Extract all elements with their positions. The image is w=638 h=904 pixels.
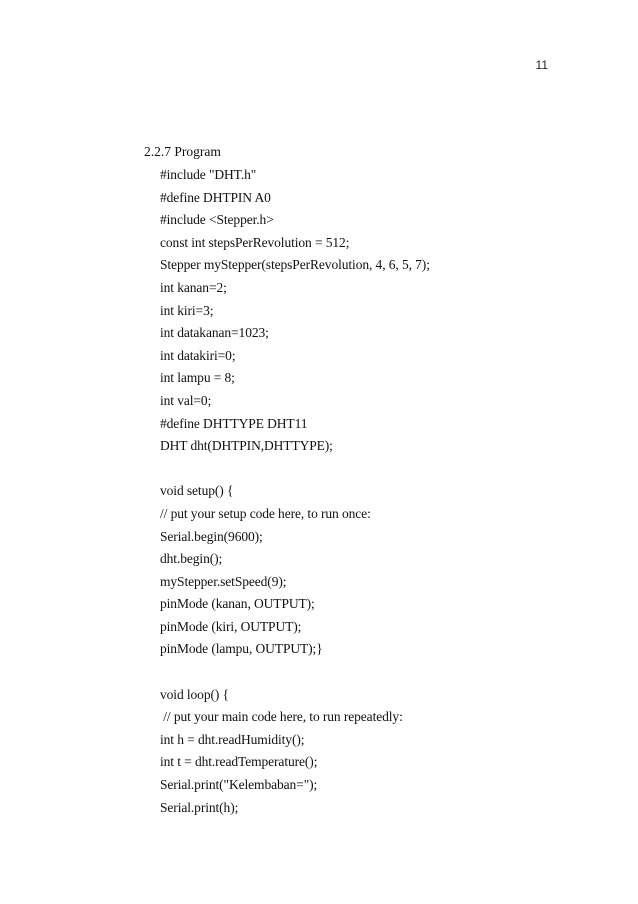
code-line: int datakanan=1023; [160, 325, 269, 341]
code-line: // put your setup code here, to run once: [160, 505, 371, 521]
code-line: void loop() { [160, 686, 229, 702]
code-line: int kanan=2; [160, 279, 227, 295]
code-line: Stepper myStepper(stepsPerRevolution, 4, 6, 5, 7); [160, 257, 430, 273]
code-listing [160, 165, 430, 820]
page-number: 11 [535, 58, 548, 72]
section-heading: 2.2.7 Program [144, 144, 221, 159]
code-line: DHT dht(DHTPIN,DHTTYPE); [160, 438, 333, 454]
code-line: const int stepsPerRevolution = 512; [160, 234, 350, 250]
code-line: pinMode (kiri, OUTPUT); [160, 618, 302, 634]
code-line: Serial.print("Kelembaban="); [160, 777, 318, 793]
code-line: #define DHTPIN A0 [160, 189, 271, 205]
code-line: int h = dht.readHumidity(); [160, 731, 305, 747]
code-line: int datakiri=0; [160, 347, 236, 363]
code-line: pinMode (lampu, OUTPUT);} [160, 641, 323, 657]
code-line: dht.begin(); [160, 551, 223, 567]
code-line: int t = dht.readTemperature(); [160, 754, 318, 770]
code-line: #include <Stepper.h> [160, 212, 274, 228]
code-line: #include "DHT.h" [160, 167, 257, 182]
blank-line [160, 662, 430, 685]
code-line: int kiri=3; [160, 302, 214, 318]
code-line: Serial.print(h); [160, 799, 239, 815]
code-line: #define DHTTYPE DHT11 [160, 415, 308, 431]
code-line: Serial.begin(9600); [160, 528, 263, 544]
blank-line [160, 459, 430, 482]
code-line: int lampu = 8; [160, 370, 235, 386]
code-line: void setup() { [160, 483, 234, 499]
code-line: myStepper.setSpeed(9); [160, 573, 287, 589]
code-line: int val=0; [160, 392, 212, 408]
code-line: pinMode (kanan, OUTPUT); [160, 596, 315, 612]
code-line: // put your main code here, to run repeatedly: [160, 709, 403, 725]
